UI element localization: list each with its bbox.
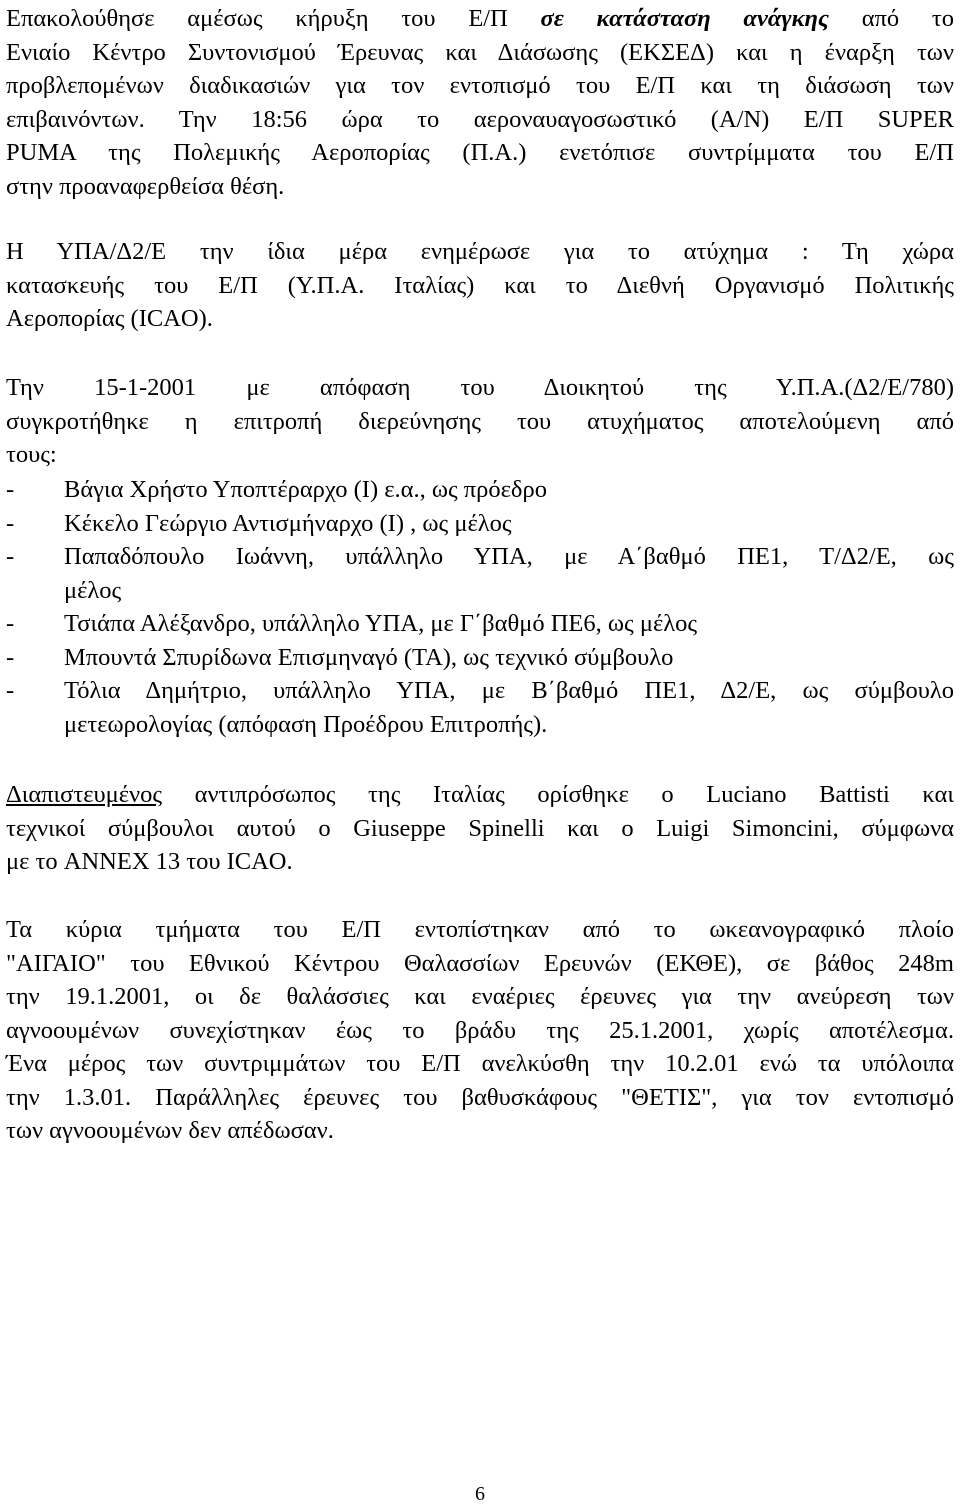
text-line: Την 15-1-2001 με απόφαση του Διοικητού της Υ.Π.Α.(Δ2/Ε/780) xyxy=(6,374,954,401)
underlined-word: Διαπιστευμένος xyxy=(6,781,163,808)
list-dash: - xyxy=(6,643,15,671)
member-text: μέλος xyxy=(64,576,122,604)
paragraph-notification xyxy=(6,235,954,336)
committee-members-list xyxy=(6,473,954,741)
text-line: Η ΥΠΑ/Δ2/Ε την ίδια μέρα ενημέρωσε για το ατύχημα : Τη χώρα xyxy=(6,238,954,265)
paragraph-emergency xyxy=(6,2,954,203)
text-line: στην προαναφερθείσα θέση. xyxy=(6,172,285,200)
paragraph-committee-intro xyxy=(6,371,954,472)
text-line: Τα κύρια τμήματα του Ε/Π εντοπίστηκαν από το ωκεανογραφικό πλοίο xyxy=(6,916,954,943)
emphasis-emergency: σε κατάσταση ανάγκης xyxy=(540,5,829,32)
text-line: Διαπιστευμένος αντιπρόσωπος της Ιταλίας ορίσθηκε ο Luciano Battisti και xyxy=(6,781,954,808)
page-number: 6 xyxy=(475,1483,485,1505)
text-line: PUMA της Πολεμικής Αεροπορίας (Π.Α.) ενετόπισε συντρίμματα του Ε/Π xyxy=(6,139,954,166)
member-text: Κέκελο Γεώργιο Αντισμήναρχο (Ι) , ως μέλος xyxy=(64,509,512,537)
paragraph-search-results xyxy=(6,913,954,1148)
member-text: Τσιάπα Αλέξανδρο, υπάλληλο ΥΠΑ, με Γ΄βαθμό ΠΕ6, ως μέλος xyxy=(64,610,698,637)
text-line: Ενιαίο Κέντρο Συντονισμού Έρευνας και Διάσωσης (ΕΚΣΕΔ) και η έναρξη των xyxy=(6,38,954,66)
list-item xyxy=(6,473,954,507)
list-item xyxy=(6,641,954,675)
text-line: με το ANNEX 13 του ICAO. xyxy=(6,848,293,875)
member-text: Μπουντά Σπυρίδωνα Επισμηναγό (ΤΑ), ως τεχνικό σύμβουλο xyxy=(64,643,674,671)
list-item xyxy=(6,607,954,641)
list-dash: - xyxy=(6,476,15,503)
paragraph-italy-representative xyxy=(6,778,954,879)
member-text: μετεωρολογίας (απόφαση Προέδρου Επιτροπής). xyxy=(64,710,548,738)
text-line: Αεροπορίας (ICAO). xyxy=(6,305,213,332)
text-line: των αγνοουμένων δεν απέδωσαν. xyxy=(6,1117,334,1144)
list-dash: - xyxy=(6,610,15,637)
text-line: την 19.1.2001, οι δε θαλάσσιες και εναέριες έρευνες για την ανεύρεση των xyxy=(6,983,954,1010)
text-line: κατασκευής του Ε/Π (Υ.Π.Α. Ιταλίας) και το Διεθνή Οργανισμό Πολιτικής xyxy=(6,271,954,299)
member-text: Τόλια Δημήτριο, υπάλληλο ΥΠΑ, με Β΄βαθμό ΠΕ1, Δ2/Ε, ως σύμβουλο xyxy=(64,677,954,704)
list-dash: - xyxy=(6,543,15,570)
text-line: επιβαινόντων. Την 18:56 ώρα το αεροναυαγοσωστικό (Α/Ν) Ε/Π SUPER xyxy=(6,105,954,133)
list-dash: - xyxy=(6,509,15,537)
member-text: Παπαδόπουλο Ιωάννη, υπάλληλο ΥΠΑ, με Α΄βαθμό ΠΕ1, Τ/Δ2/Ε, ως xyxy=(64,543,954,570)
text-line: την 1.3.01. Παράλληλες έρευνες του βαθυσκάφους "ΘΕΤΙΣ", για τον εντοπισμό xyxy=(6,1083,954,1111)
list-item xyxy=(6,674,954,741)
text-line: συγκροτήθηκε η επιτροπή διερεύνησης του ατυχήματος αποτελούμενη από xyxy=(6,407,954,435)
text-line: τους: xyxy=(6,441,57,468)
text-line: τεχνικοί σύμβουλοι αυτού ο Giuseppe Spinelli και ο Luigi Simoncini, σύμφωνα xyxy=(6,814,954,842)
member-text: Βάγια Χρήστο Υποπτέραρχο (Ι) ε.α., ως πρόεδρο xyxy=(64,476,547,503)
list-item xyxy=(6,507,954,541)
text-line: Ένα μέρος των συντριμμάτων του Ε/Π ανελκύσθη την 10.2.01 ενώ τα υπόλοιπα xyxy=(6,1050,954,1077)
text-line: αγνοουμένων συνεχίστηκαν έως το βράδυ της 25.1.2001, χωρίς αποτέλεσμα. xyxy=(6,1016,954,1044)
text-line: Επακολούθησε αμέσως κήρυξη του Ε/Π σε κατάσταση ανάγκης από το xyxy=(6,5,954,32)
text-line: προβλεπομένων διαδικασιών για τον εντοπισμό του Ε/Π και τη διάσωση των xyxy=(6,72,954,99)
text-line: "ΑΙΓΑΙΟ" του Εθνικού Κέντρου Θαλασσίων Ερευνών (ΕΚΘΕ), σε βάθος 248m xyxy=(6,949,954,977)
list-item xyxy=(6,540,954,607)
list-dash: - xyxy=(6,677,15,704)
